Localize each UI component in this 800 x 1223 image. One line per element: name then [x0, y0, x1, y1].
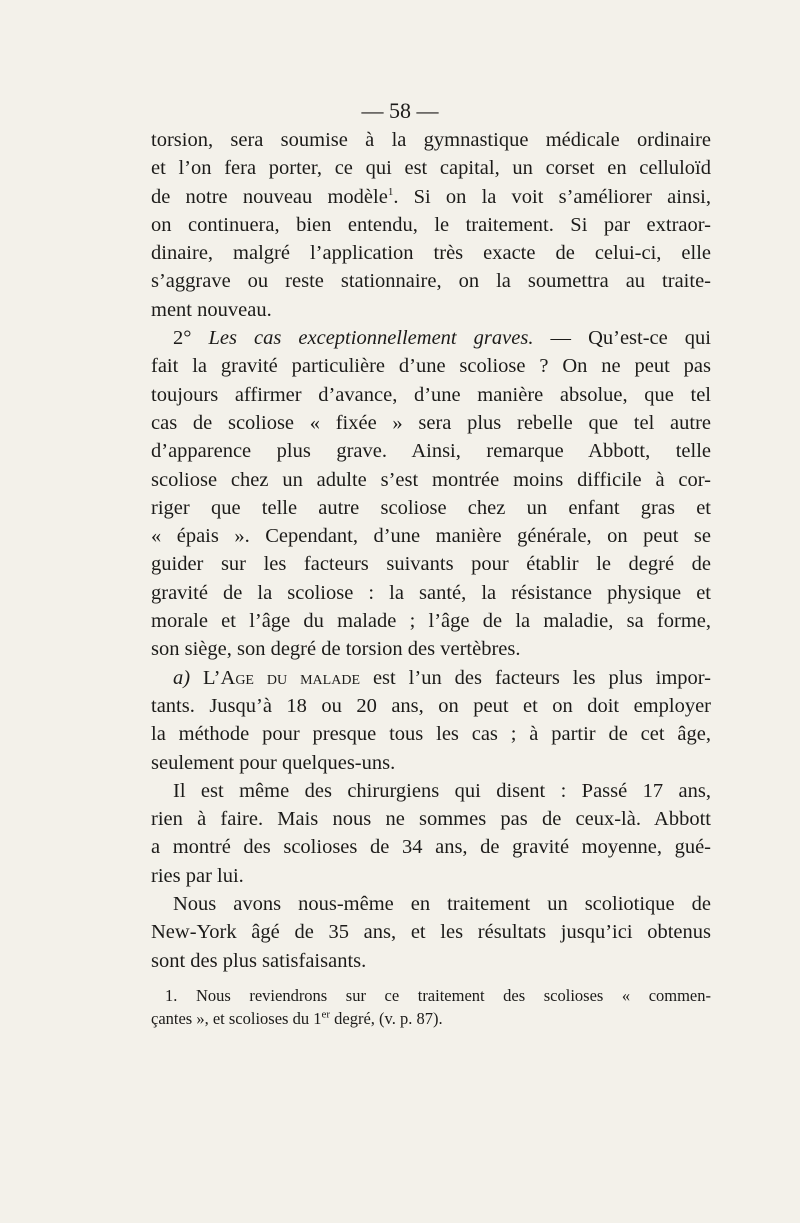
text-line: tants. Jusqu’à 18 ou 20 ans, on peut et on doit employer [151, 694, 711, 717]
text-line: sont des plus satisfaisants. [151, 949, 367, 972]
text-line [151, 324, 711, 352]
text-line [151, 664, 711, 692]
text-line: ries par lui. [151, 864, 244, 887]
paragraph-new-york [151, 890, 711, 975]
text-line: seulement pour quelques-uns. [151, 751, 396, 774]
text-fragment: — Qu’est-ce qui [533, 327, 711, 350]
text-line [151, 183, 711, 211]
footnote [151, 984, 711, 1030]
text-line: guider sur les facteurs suivants pour établir le degré de [151, 553, 711, 576]
text-line: toujours affirmer d’avance, d’une manière absolue, que tel [151, 383, 711, 406]
text-line: Nous avons nous-même en traitement un scoliotique de [173, 893, 711, 916]
text-line: New-York âgé de 35 ans, et les résultats jusqu’ici obtenus [151, 921, 711, 944]
text-line: a montré des scolioses de 34 ans, de gravité moyenne, gué- [151, 836, 711, 859]
superscript: er [321, 1008, 331, 1021]
text-line: « épais ». Cependant, d’une manière générale, on peut se [151, 525, 711, 548]
text-fragment: degré, (v. p. 87). [330, 1009, 443, 1028]
paragraph-torsion [151, 126, 711, 324]
section-heading: Les cas exceptionnellement graves. [208, 327, 534, 350]
footnote-line: 1. Nous reviendrons sur ce traitement des scolioses « commen- [165, 986, 711, 1005]
text-line: scoliose chez un adulte s’est montrée moins difficile à cor- [151, 468, 711, 491]
text-line: fait la gravité particulière d’une scoliose ? On ne peut pas [151, 355, 711, 378]
text-line: dinaire, malgré l’application très exacte de celui-ci, elle [151, 242, 711, 265]
text-line: gravité de la scoliose : la santé, la résistance physique et [151, 581, 711, 604]
body-text [151, 126, 711, 975]
paragraph-graves [151, 324, 711, 664]
section-number: 2° [173, 327, 209, 350]
text-line: rien à faire. Mais nous ne sommes pas de ceux-là. Abbott [151, 808, 711, 831]
text-line: ment nouveau. [151, 298, 272, 321]
text-fragment: est l’un des facteurs les plus impor- [360, 666, 712, 689]
text-line: riger que telle autre scoliose chez un enfant gras et [151, 496, 711, 519]
page-number: — 58 — [361, 98, 439, 123]
item-letter: a) [173, 666, 191, 689]
text-line: d’apparence plus grave. Ainsi, remarque Abbott, telle [151, 440, 711, 463]
text-fragment: çantes », et scolioses du 1 [151, 1009, 322, 1028]
paragraph-chirurgiens [151, 777, 711, 890]
text-fragment: de notre nouveau modèle [151, 185, 388, 208]
footnote-line [151, 1007, 711, 1030]
text-line: cas de scoliose « fixée » sera plus rebelle que tel autre [151, 411, 711, 434]
text-line: torsion, sera soumise à la gymnastique médicale ordinaire [151, 129, 711, 151]
text-line: on continuera, bien entendu, le traitement. Si par extraor- [151, 213, 711, 236]
text-line: la méthode pour presque tous les cas ; à partir de cet âge, [151, 723, 711, 746]
subsection-heading: L’Age du malade [203, 666, 360, 689]
text-line: son siège, son degré de torsion des vertèbres. [151, 638, 521, 661]
text-line: morale et l’âge du malade ; l’âge de la maladie, sa forme, [151, 610, 711, 633]
paragraph-age [151, 664, 711, 777]
footnote-ref: 1 [387, 185, 394, 198]
text-line: s’aggrave ou reste stationnaire, on la soumettra au traite- [151, 270, 711, 293]
text-line: et l’on fera porter, ce qui est capital, un corset en celluloïd [151, 157, 711, 180]
text-fragment: . Si on la voit s’améliorer ainsi, [393, 185, 711, 208]
text-line: Il est même des chirurgiens qui disent : Passé 17 ans, [173, 779, 711, 802]
